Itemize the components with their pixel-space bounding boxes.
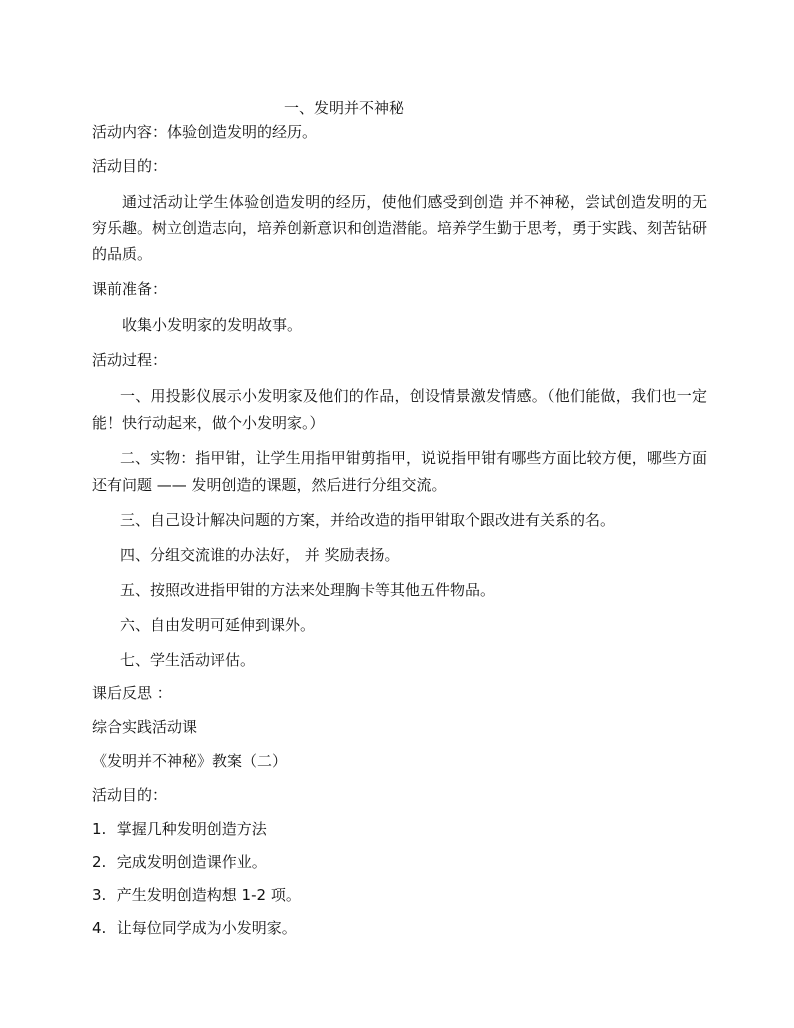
section-title: 一、发明并不神秘 [284,99,405,117]
activity-purpose-paragraph: 通过活动让学生体验创造发明的经历，使他们感受到创造 并不神秘，尝试创造发明的无穷乐趣。树立创造志向，培养创新意识和创造潜能。培养学生勤于思考，勇于实践、刻苦钻研的品质。 [92,193,708,263]
process-item: 三、自己设计解决问题的方案，并给改造的指甲钳取个跟改进有关系的名。 [120,511,616,529]
goal-text: 产生发明创造构想 1-2 项。 [116,886,301,904]
goal-number: 2. [92,853,107,871]
process-item: 五、按照改进指甲钳的方法来处理胸卡等其他五件物品。 [120,581,496,599]
goal-item [92,818,712,840]
process-item: 二、实物：指甲钳，让学生用指甲钳剪指甲，说说指甲钳有哪些方面比较方便，哪些方面还有问题 —— 发明创造的课题，然后进行分组交流。 [92,449,707,494]
goal-text: 完成发明创造课作业。 [116,853,267,871]
lesson-title: 《发明并不神秘》教案（二） [92,752,288,770]
process-item: 六、自由发明可延伸到课外。 [120,616,316,634]
goal-number: 3. [92,886,107,904]
goal-item [92,851,712,873]
activity-content-line: 活动内容：体验创造发明的经历。 [92,123,318,141]
document-body [92,95,712,950]
course-label: 综合实践活动课 [92,718,198,736]
goal-item [92,917,712,939]
preparation-heading: 课前准备： [92,280,168,298]
activity-purpose-heading: 活动目的： [92,157,168,175]
reflection-heading: 课后反思 ： [92,684,172,702]
process-heading: 活动过程： [92,351,168,369]
goal-number: 4. [92,919,107,937]
process-item: 七、学生活动评估。 [120,651,256,669]
process-item: 一、用投影仪展示小发明家及他们的作品，创设情景激发情感。（他们能做，我们也一定能！快行动起来，做个小发明家。） [92,387,707,432]
goal-number: 1. [92,820,107,838]
process-item: 四、分组交流谁的办法好， 并 奖励表扬。 [120,546,400,564]
goal-text: 让每位同学成为小发明家。 [116,919,297,937]
preparation-paragraph: 收集小发明家的发明故事。 [122,316,303,334]
goal-item [92,884,712,906]
activity-purpose-heading-2: 活动目的： [92,786,168,804]
goal-text: 掌握几种发明创造方法 [116,820,267,838]
